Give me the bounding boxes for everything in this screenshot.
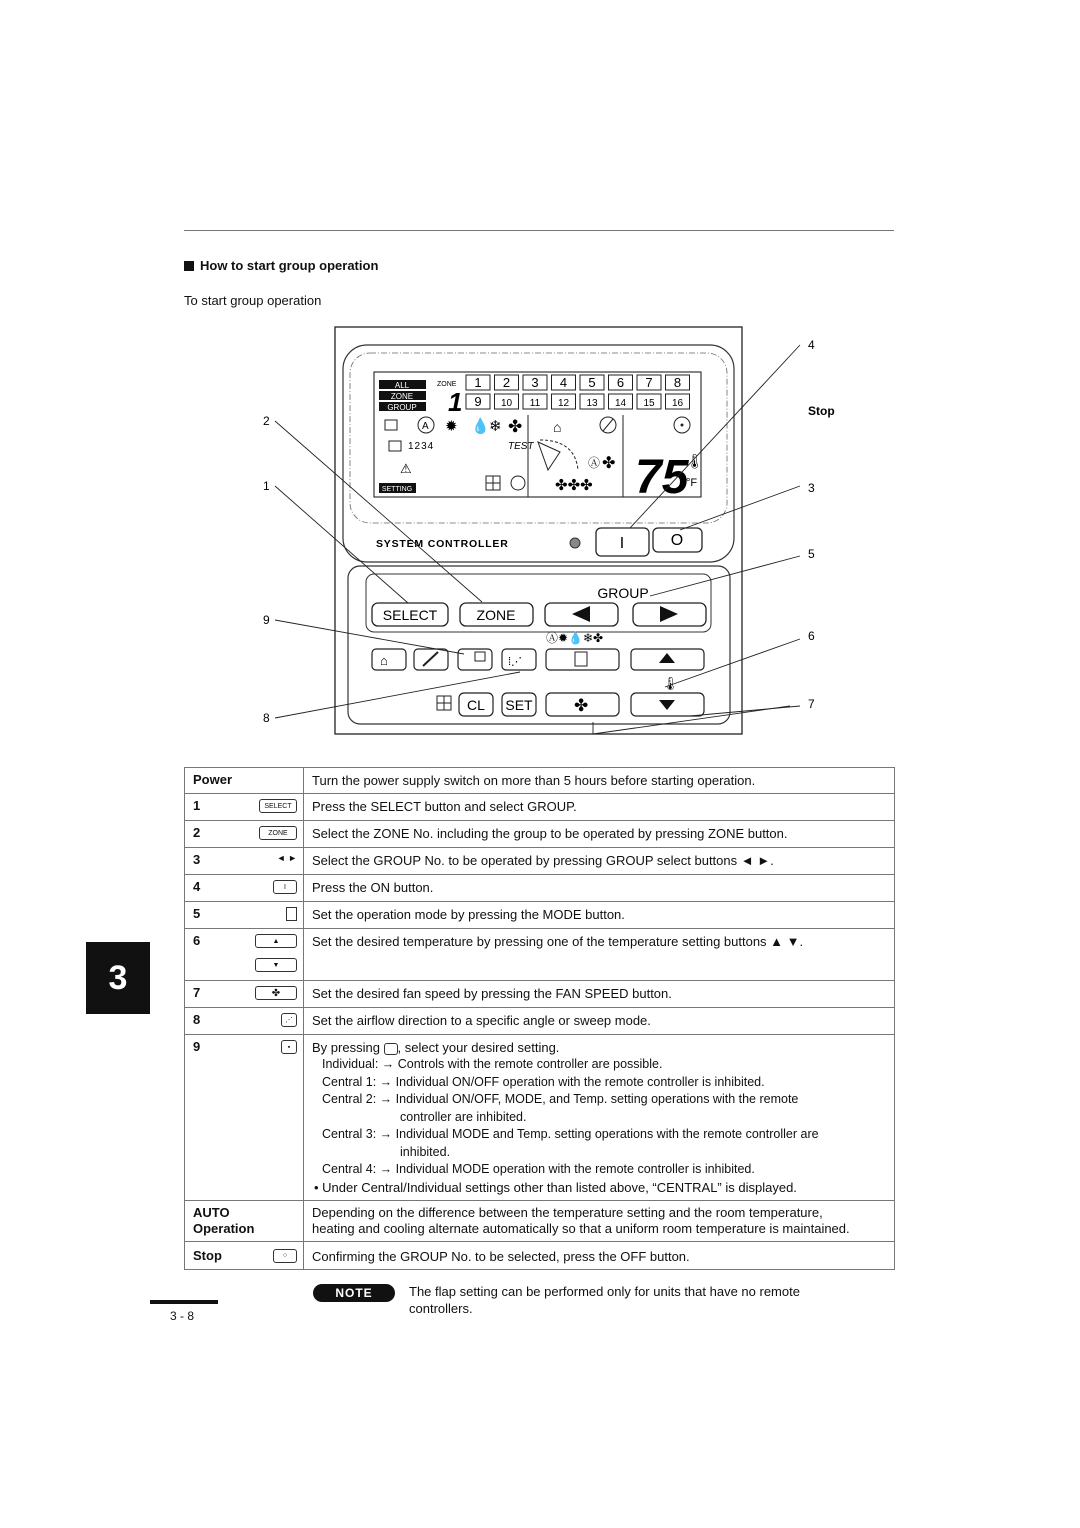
lcd-group-number: 4 (559, 375, 568, 390)
lcd-group-number: 8 (673, 375, 682, 390)
up-arrow-icon (659, 653, 675, 663)
louver-display-icon (538, 442, 560, 470)
lcd-group-number: 1 (474, 375, 482, 390)
right-arrow-icon (660, 606, 678, 622)
step-number: 9 (193, 1039, 201, 1054)
stop-text: Confirming the GROUP No. to be selected, press the OFF button. (312, 1248, 690, 1264)
lcd-mode-icons (385, 417, 690, 436)
step-text: Set the desired temperature by pressing one of the temperature setting buttons ▲ ▼. (312, 934, 804, 949)
lcd-zone-label: ZONE (437, 381, 457, 388)
table-row (185, 929, 895, 981)
mode-icon (575, 652, 587, 666)
callout-7: 7 (808, 697, 815, 711)
step-text: Select the ZONE No. including the group to be operated by pressing ZONE button. (312, 826, 788, 841)
callout-2: 2 (263, 414, 270, 428)
lcd-tag-zone-text: ZONE (390, 392, 414, 401)
table-row (185, 1035, 895, 1201)
heat-mode-icon: ✹ (445, 418, 458, 435)
table-row (185, 768, 895, 794)
mode-key-icon (286, 907, 297, 921)
step-number: 1 (193, 798, 201, 813)
up-key-icon: ▲ (255, 934, 297, 948)
auto-label-1: AUTO (193, 1204, 230, 1220)
select-button-label: SELECT (382, 607, 438, 623)
off-button-label: O (670, 532, 684, 549)
callout-6: 6 (808, 629, 815, 643)
temp-symbol-icon: 🌡 (662, 676, 679, 691)
central-key-icon: ▪ (281, 1040, 297, 1054)
table-row (185, 875, 895, 902)
select-key-icon: SELECT (259, 799, 297, 813)
step-text: Select the GROUP No. to be operated by pressing GROUP select buttons ◄ ►. (312, 853, 774, 868)
lcd-group-number: 9 (474, 394, 482, 409)
table-row (185, 1008, 895, 1035)
heater-icon (511, 476, 525, 490)
auto-label-2: Operation (193, 1220, 255, 1236)
lcd-group-number: 3 (531, 375, 539, 390)
callout-4: 4 (808, 338, 815, 352)
central-icon (475, 652, 485, 661)
page-number-bar (150, 1300, 218, 1304)
lcd-group-number: 15 (643, 398, 655, 409)
cool-mode-icon: ❄ (489, 418, 502, 435)
callout-8: 8 (263, 711, 270, 725)
list-item: Central 3: → Individual MODE and Temp. setting operations with the remote controller are (322, 1127, 819, 1141)
callout-1: 1 (263, 479, 270, 493)
left-arrow-icon (572, 606, 590, 622)
on-button-label: I (619, 535, 625, 552)
steps-table (184, 767, 895, 1270)
lcd-group-number: 16 (671, 398, 684, 409)
central-inline-icon (384, 1043, 398, 1055)
off-key-icon: ○ (273, 1249, 297, 1263)
list-item: Central 4: → Individual MODE operation with the remote controller is inhibited. (322, 1162, 755, 1176)
zone-button-label: ZONE (476, 607, 516, 623)
lcd-setting-text: SETTING (381, 486, 413, 493)
vent-button (372, 649, 406, 670)
callout-5: 5 (808, 547, 815, 561)
lcd-group-number: 13 (586, 398, 598, 409)
note-text: The flap setting can be performed only for units that have no remote controllers. (409, 1284, 800, 1316)
lcd-test: TEST (508, 441, 534, 452)
page-number: 3 - 8 (170, 1309, 195, 1323)
vent-icon: ⌂ (380, 653, 388, 668)
step-number: 5 (193, 906, 201, 921)
step-number: 8 (193, 1012, 201, 1027)
table-row (185, 1200, 895, 1241)
table-row (185, 902, 895, 929)
list-item-cont: inhibited. (400, 1144, 451, 1159)
vent-mode-icon: ⌂ (553, 419, 562, 435)
fan-levels-display: ✤✤✤ (555, 477, 593, 494)
step-text: Press the ON button. (312, 880, 434, 895)
lcd-code: 1234 (408, 441, 435, 452)
step-number: 3 (193, 852, 201, 867)
table-row (185, 1241, 895, 1269)
lcd-group-number: 5 (588, 375, 596, 390)
fan-speed-display-icon: ✤ (602, 455, 616, 472)
lcd-group-number: 2 (502, 375, 511, 390)
step-text: Set the operation mode by pressing the MODE button. (312, 907, 625, 922)
intro-text: To start group operation (184, 293, 322, 308)
stop-label: Stop (193, 1247, 222, 1263)
zone-key-icon: ZONE (259, 826, 297, 840)
section-tab: 3 (86, 942, 150, 1014)
table-row (185, 794, 895, 821)
power-text: Turn the power supply switch on more than 5 hours before starting operation. (312, 773, 756, 788)
table-row (185, 848, 895, 875)
note-badge: NOTE (313, 1284, 395, 1302)
central-settings-list (312, 1056, 886, 1179)
step-text: Press the SELECT button and select GROUP. (312, 799, 577, 814)
callout-3: 3 (808, 481, 815, 495)
bullet-note: • Under Central/Individual settings other than listed above, “CENTRAL” is displayed. (314, 1179, 797, 1195)
step-number: 4 (193, 879, 201, 894)
lcd-unit: °F (686, 477, 698, 489)
lcd-zone-digit: 1 (448, 387, 463, 417)
lcd-group-number: 14 (614, 398, 627, 409)
wrench-icon (423, 652, 438, 666)
mode-symbols: Ⓐ✹💧❄✤ (546, 631, 604, 645)
controller-diagram (0, 0, 1080, 760)
callout-9: 9 (263, 613, 270, 627)
heading-text: How to start group operation (200, 258, 379, 273)
on-key-icon: I (273, 880, 297, 894)
mode-display-auto-icon: Ⓐ (588, 456, 601, 470)
lcd-group-number: 11 (529, 398, 541, 409)
louver-icon: ⁞⋰ (508, 656, 523, 668)
list-item: Central 1: → Individual ON/OFF operation with the remote controller is inhibited. (322, 1074, 765, 1089)
group-label: GROUP (597, 585, 649, 601)
fan-mode-icon: ✤ (508, 417, 523, 436)
power-led (570, 538, 580, 548)
fan-button-icon: ✤ (574, 696, 589, 715)
lcd-group-row-1 (466, 375, 690, 390)
table-row (185, 981, 895, 1008)
lcd-group-number: 12 (557, 398, 570, 409)
auto-text-2: heating and cooling alternate automatically so that a uniform room temperature is maintained. (312, 1220, 850, 1236)
louver-key-icon: ⋰ (281, 1013, 297, 1027)
auto-text-1: Depending on the difference between the temperature setting and the room temperature, (312, 1204, 823, 1220)
arrow-keys: ◄ ► (276, 853, 297, 863)
lcd-group-number: 6 (616, 375, 625, 390)
row9-intro: By pressing , select your desired setting. (312, 1040, 560, 1055)
set-button-label: SET (505, 697, 533, 713)
list-item-cont: controller are inhibited. (400, 1109, 527, 1124)
step-number: 6 (193, 933, 201, 948)
cl-button-label: CL (467, 697, 485, 713)
lcd-temperature: 75 (635, 451, 689, 504)
lcd-tag-all-text: ALL (394, 381, 410, 390)
power-label: Power (193, 772, 233, 787)
warning-icon: ⚠ (400, 461, 412, 476)
step-text: Set the desired fan speed by pressing the FAN SPEED button. (312, 986, 672, 1001)
step-number: 7 (193, 985, 201, 1000)
lcd-group-number: 10 (500, 398, 513, 409)
down-arrow-icon (659, 700, 675, 710)
fan-key-icon: ✤ (255, 986, 297, 1000)
list-item: Individual: → Controls with the remote controller are possible. (322, 1057, 663, 1071)
table-row (185, 821, 895, 848)
callout-stop: Stop (808, 404, 835, 418)
lcd-group-row-2 (466, 394, 690, 409)
remote-icon (389, 441, 401, 451)
lcd-tag-group-text: GROUP (387, 403, 417, 412)
lock-icon (385, 420, 397, 430)
dry-mode-icon: 💧 (471, 418, 490, 435)
lcd-group-number: 7 (645, 375, 653, 390)
auto-mode-letter: A (422, 421, 429, 432)
thermometer-icon: 🌡 (686, 453, 704, 469)
step-number: 2 (193, 825, 201, 840)
down-key-icon: ▼ (255, 958, 297, 972)
step-text: Set the airflow direction to a specific angle or sweep mode. (312, 1013, 651, 1028)
system-controller-label: SYSTEM CONTROLLER (376, 538, 509, 550)
list-item: Central 2: → Individual ON/OFF, MODE, and Temp. setting operations with the remote (322, 1092, 799, 1106)
